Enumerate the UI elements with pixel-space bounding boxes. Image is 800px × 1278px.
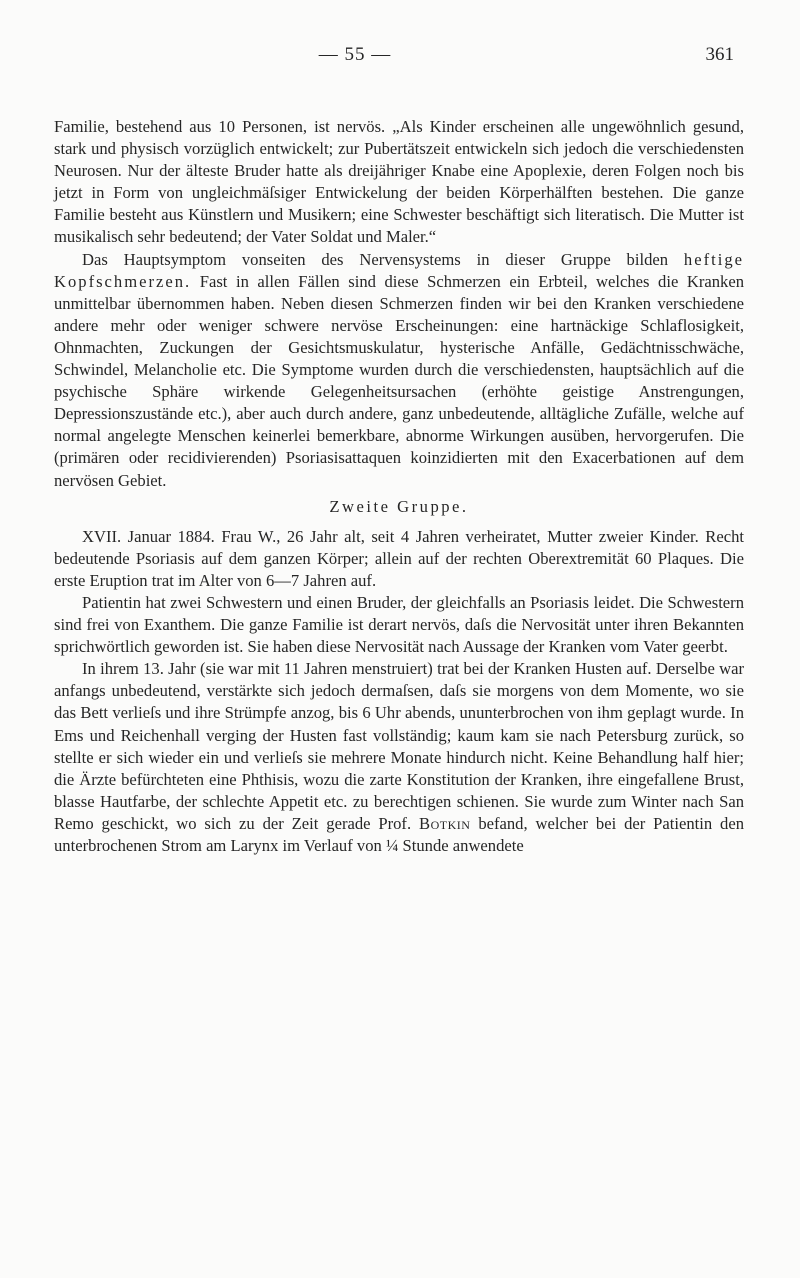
body-text [54, 116, 744, 857]
page-number-right: 361 [705, 44, 734, 65]
paragraph-main-symptom-start: Das Hauptsymptom vonseiten des Nervensystems in dieser Gruppe bilden [82, 249, 684, 269]
paragraph-cough-history [54, 658, 744, 857]
page-header [0, 44, 800, 74]
paragraph-family-description: Familie, bestehend aus 10 Personen, ist nervös. „Als Kinder erscheinen alle ungewöhnlich gesund, stark und physisch vorzüglich entwickelt; zur Pubertätszeit entwickeln sich jedoch die verschiedensten Neurosen. Nur der älteste Bruder hatte als dreijähriger Knabe eine Apoplexie, deren Folgen noch bis jetzt in Form von ungleichmäſsiger Entwickelung der beiden Körperhälften bestehen. Die ganze Familie besteht aus Künstlern und Musikern; eine Schwester beschäftigt sich literatisch. Die Mutter ist musikalisch sehr bedeutend; der Vater Soldat und Maler.“ [54, 117, 744, 247]
paragraph-case-xvii: XVII. Januar 1884. Frau W., 26 Jahr alt, seit 4 Jahren verheiratet, Mutter zweier Kinder. Recht bedeutende Psoriasis auf dem ganzen Körper; allein auf der rechten Oberextremität 60 Plaques. Die erste Eruption trat im Alter von 6—7 Jahren auf. [54, 526, 744, 590]
section-heading: Zweite Gruppe. [329, 496, 469, 516]
emphasized-headache: heftige Kopfschmerzen. [54, 249, 744, 291]
paragraph-main-symptom [54, 249, 744, 492]
paragraph-siblings: Patientin hat zwei Schwestern und einen Bruder, der gleichfalls an Psoriasis leidet. Die Schwestern sind frei von Exanthem. Die ganze Familie ist derart nervös, daſs die Nervosität unter ihren Bekannten sprichwörtlich geworden ist. Sie haben diese Nervosität nach Aussage der Kranken vom Vater geerbt. [54, 592, 744, 657]
paragraph-cough-history-rest: befand, welcher bei der Patientin den unterbrochenen Strom am Larynx im Verlauf von ¼ Stunde anwendete [54, 813, 744, 855]
page-number-center: — 55 — [318, 44, 392, 65]
paragraph-cough-history-start: In ihrem 13. Jahr (sie war mit 11 Jahren menstruiert) trat bei der Kranken Husten auf. Derselbe war anfangs unbedeutend, verstärkte sich jedoch dermaſsen, daſs sie morgens von dem Momente, wo sie das Bett verlieſs und ihre Strümpfe anzog, bis 6 Uhr abends, ununterbrochen von ihm geplagt wurde. In Ems und Reichenhall verging der Husten fast vollständig; kaum kam sie nach Petersburg zurück, so stellte er sich wieder ein und verlieſs sie mehrere Monate hindurch nicht. Keine Behandlung half hier; die Ärzte befürchteten eine Phthisis, wozu die zarte Konstitution der Kranken, ihre eingefallene Brust, blasse Hautfarbe, der schlechte Appetit etc. zu berechtigen schienen. Sie wurde zum Winter nach San Remo geschickt, wo sich zu der Zeit gerade Prof. [54, 659, 744, 833]
author-name-botkin: Botkin [419, 813, 471, 833]
paragraph-main-symptom-rest: Fast in allen Fällen sind diese Schmerzen ein Erbteil, welches die Kranken unmittelbar übernommen haben. Neben diesen Schmerzen finden wir bei den Kranken verschiedene andere mehr oder weniger schwere nervöse Erscheinungen: eine hartnäckige Schlaflosigkeit, Ohnmachten, Zuckungen der Gesichtsmuskulatur, hysterische Anfälle, Gedächtnisschwäche, Schwindel, Melancholie etc. Die Symptome wurden durch die verschiedensten, hauptsächlich auf die psychische Sphäre wirkende Gelegenheitsursachen (erhöhte geistige Anstrengungen, Depressionszustände etc.), aber auch durch andere, ganz unbedeutende, alltägliche Zufälle, welche auf normal angelegte Menschen keinerlei bemerkbare, abnorme Wirkungen ausüben, hervorgerufen. Die (primären oder recidivierenden) Psoriasisattaquen koinzidierten mit den Exacerbationen auf dem nervösen Gebiet. [54, 271, 744, 490]
